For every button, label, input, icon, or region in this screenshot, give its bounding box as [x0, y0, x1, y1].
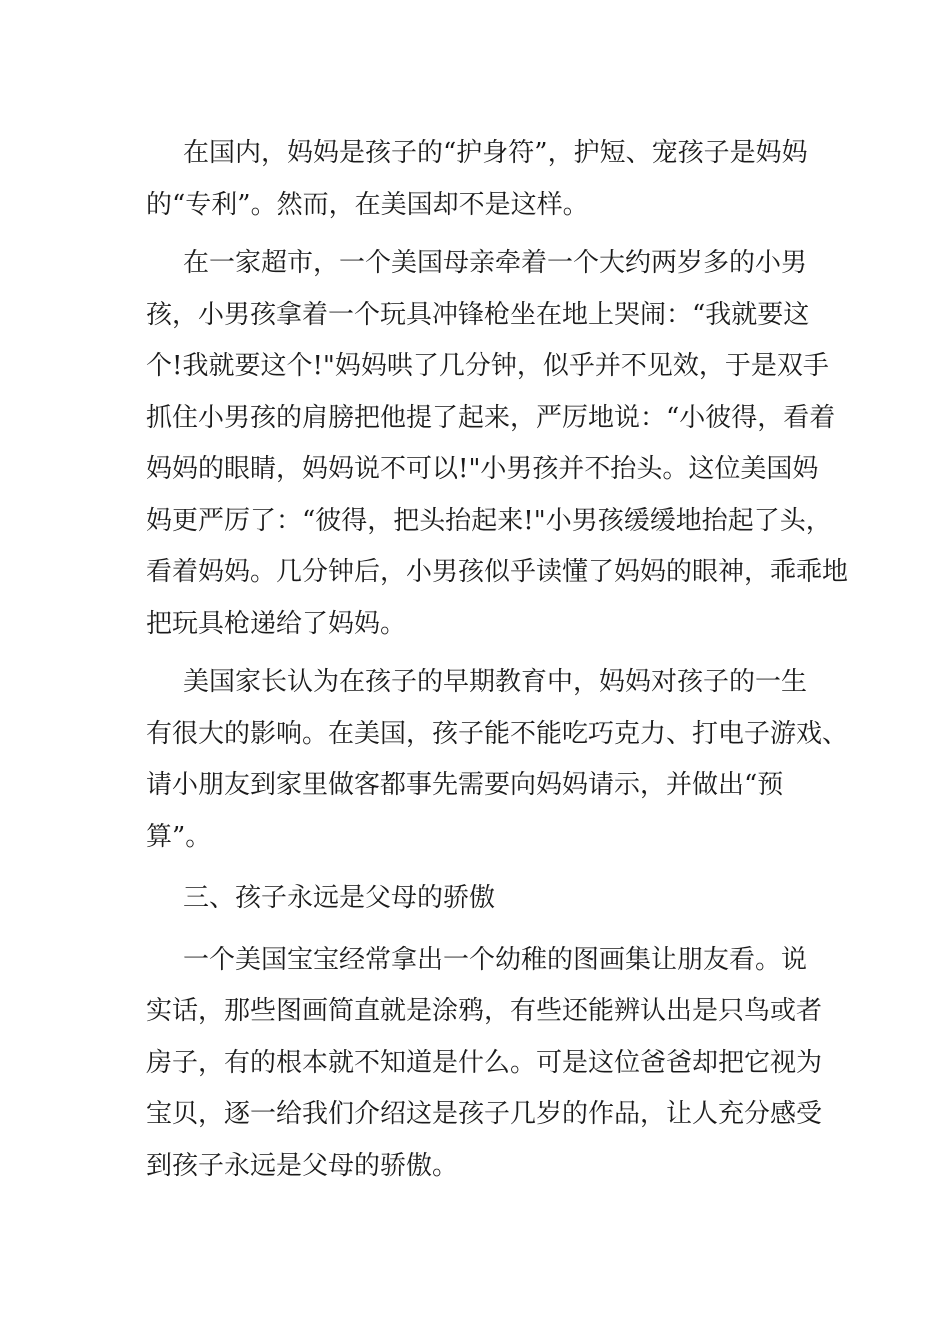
- text-line: 到孩子永远是父母的骄傲。: [146, 1150, 459, 1181]
- document-body: [146, 128, 849, 1192]
- text-line: 妈更严厉了：“彼得，把头抬起来!"小男孩缓缓地抬起了头，: [146, 505, 832, 536]
- text-line: 请小朋友到家里做客都事先需要向妈妈请示，并做出“预: [146, 770, 784, 800]
- text-line: 算”。: [146, 821, 212, 852]
- section-heading-text: 三、孩子永远是父母的骄傲: [183, 883, 496, 913]
- text-line: 在国内，妈妈是孩子的“护身符”，护短、宠孩子是妈妈: [183, 138, 808, 168]
- text-line: 宝贝，逐一给我们介绍这是孩子几岁的作品，让人充分感受: [146, 1099, 823, 1129]
- text-line: 实话，那些图画简直就是涂鸦，有些还能辨认出是只鸟或者: [146, 996, 823, 1026]
- section-heading: [146, 873, 826, 925]
- text-line: 孩，小男孩拿着一个玩具冲锋枪坐在地上哭闹：“我就要这: [146, 299, 810, 330]
- text-line: 看着妈妈。几分钟后，小男孩似乎读懂了妈妈的眼神，乖乖地: [146, 557, 849, 587]
- paragraph-3: [146, 657, 849, 863]
- text-line: 有很大的影响。在美国，孩子能不能吃巧克力、打电子游戏、: [146, 718, 849, 749]
- paragraph-4: [146, 935, 826, 1193]
- text-line: 个!我就要这个!"妈妈哄了几分钟，似乎并不见效，于是双手: [146, 351, 829, 381]
- text-line: 在一家超市，一个美国母亲牵着一个大约两岁多的小男: [183, 248, 808, 278]
- text-line: 抓住小男孩的肩膀把他提了起来，严厉地说：“小彼得，看着: [146, 402, 836, 433]
- text-line: 把玩具枪递给了妈妈。: [146, 608, 407, 639]
- text-line: 房子，有的根本就不知道是什么。可是这位爸爸却把它视为: [146, 1047, 823, 1078]
- text-line: 一个美国宝宝经常拿出一个幼稚的图画集让朋友看。说: [183, 944, 808, 975]
- text-line: 美国家长认为在孩子的早期教育中，妈妈对孩子的一生: [183, 667, 808, 697]
- paragraph-1: [146, 128, 826, 231]
- paragraph-2: [146, 238, 849, 650]
- text-line: 的“专利”。然而，在美国却不是这样。: [146, 189, 589, 220]
- text-line: 妈妈的眼睛，妈妈说不可以!"小男孩并不抬头。这位美国妈: [146, 454, 819, 484]
